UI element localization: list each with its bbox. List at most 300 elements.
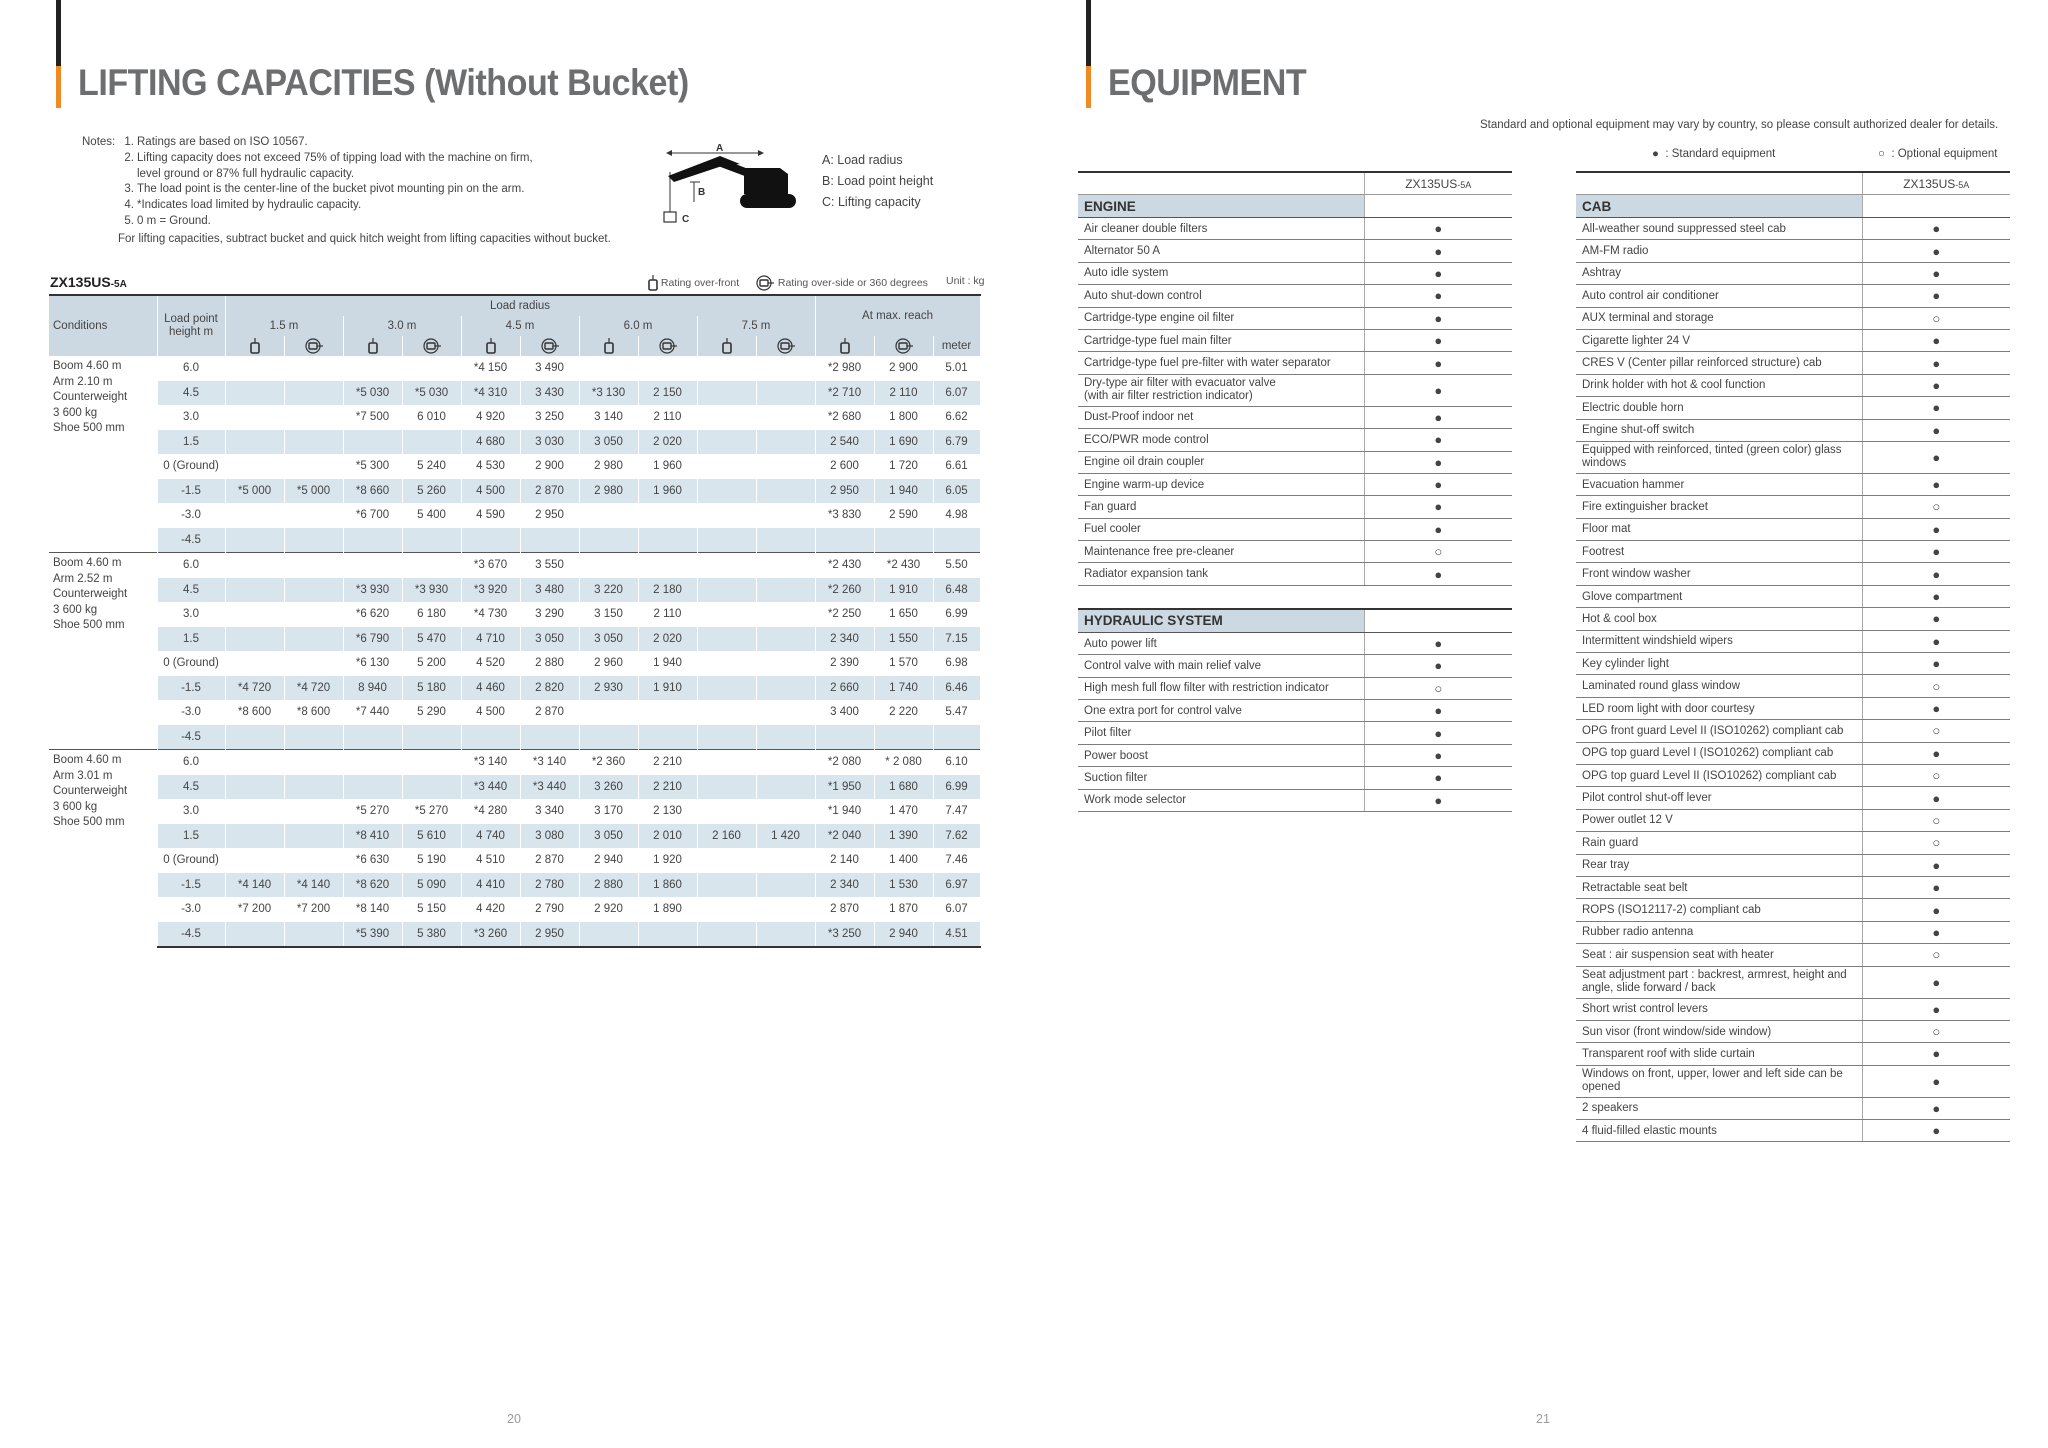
capacity-cell [225, 750, 284, 775]
capacity-cell [284, 824, 343, 849]
capacity-cell [284, 775, 343, 800]
capacity-cell: 1 530 [874, 873, 933, 898]
capacity-cell [697, 381, 756, 406]
standard-mark-icon: ● [1364, 767, 1512, 789]
equipment-name-line: Intermittent windshield wipers [1582, 635, 1733, 648]
capacity-cell: 2 870 [520, 479, 579, 504]
standard-mark-icon: ● [1862, 397, 2010, 419]
capacity-cell [284, 651, 343, 676]
model-header [1862, 172, 2010, 195]
capacity-cell: 2 180 [638, 578, 697, 603]
capacity-cell [402, 430, 461, 455]
equipment-name-line: Hot & cool box [1582, 612, 1657, 625]
equipment-row [1576, 1020, 2010, 1042]
capacity-cell: 2 130 [638, 799, 697, 824]
equipment-name [1576, 675, 1862, 697]
equipment-name [1576, 809, 1862, 831]
capacity-cell: 2 930 [579, 676, 638, 701]
capacity-cell: 4 680 [461, 430, 520, 455]
equipment-row [1576, 675, 2010, 697]
equipment-row [1576, 563, 2010, 585]
standard-mark-icon: ● [1364, 632, 1512, 654]
table-row [49, 700, 980, 725]
table-row [49, 922, 980, 948]
condition-line: Arm 3.01 m [53, 769, 113, 782]
equipment-row [1078, 767, 1512, 789]
capacity-cell: *3 130 [579, 381, 638, 406]
legend-c: C: Lifting capacity [822, 195, 921, 209]
capacity-cell: *4 280 [461, 799, 520, 824]
capacity-cell [579, 700, 638, 725]
capacity-cell: *8 660 [343, 479, 402, 504]
equipment-row [1576, 329, 2010, 351]
height-cell: 3.0 [157, 799, 225, 824]
capacity-cell: *5 300 [343, 454, 402, 479]
capacity-cell: 2 950 [815, 479, 874, 504]
height-cell: 6.0 [157, 356, 225, 381]
capacity-cell [697, 897, 756, 922]
capacity-cell: 2 600 [815, 454, 874, 479]
capacity-cell [638, 700, 697, 725]
condition-line: Boom 4.60 m [53, 754, 122, 766]
table-row [49, 676, 980, 701]
capacity-cell [579, 528, 638, 553]
optional-mark-icon: ○ [1862, 809, 2010, 831]
capacity-cell: 3 150 [579, 602, 638, 627]
model-text: ZX135US [1903, 176, 1956, 191]
optional-mark-icon: ○ [1364, 541, 1512, 563]
height-cell: 4.5 [157, 775, 225, 800]
capacity-cell: *8 620 [343, 873, 402, 898]
equipment-row [1576, 899, 2010, 921]
capacity-cell [638, 922, 697, 948]
equipment-row [1078, 541, 1512, 563]
equipment-name-line: Cigarette lighter 24 V [1582, 334, 1691, 347]
capacity-cell [343, 725, 402, 750]
capacity-cell [579, 725, 638, 750]
equipment-name [1576, 374, 1862, 396]
table-row [49, 356, 980, 381]
height-cell: -1.5 [157, 479, 225, 504]
over-front-icon [343, 336, 402, 356]
capacity-cell [697, 922, 756, 948]
over-front-icon [579, 336, 638, 356]
capacity-cell [697, 553, 756, 578]
equipment-row [1576, 998, 2010, 1020]
capacity-cell [284, 503, 343, 528]
note-text: *Indicates load limited by hydraulic capacity. [137, 199, 362, 212]
capacity-cell: 1 940 [874, 479, 933, 504]
over-side-360-icon [756, 336, 815, 356]
conditions-cell [49, 356, 157, 553]
equipment-name-line: Fan guard [1084, 500, 1137, 513]
equipment-row [1576, 397, 2010, 419]
capacity-cell [520, 725, 579, 750]
equipment-row [1576, 944, 2010, 966]
section-title: CAB [1576, 195, 1862, 218]
equipment-name-line: OPG top guard Level II (ISO10262) compliant cab [1582, 769, 1837, 782]
optional-mark-icon: ○ [1862, 764, 2010, 786]
optional-mark-icon: ○ [1862, 307, 2010, 329]
capacity-cell: 1 680 [874, 775, 933, 800]
equipment-row [1078, 677, 1512, 699]
capacity-cell: 6.07 [933, 897, 980, 922]
capacity-cell: 1 960 [638, 454, 697, 479]
equipment-row [1576, 1097, 2010, 1119]
equipment-row [1078, 240, 1512, 262]
equipment-name [1576, 608, 1862, 630]
equipment-name-line: Radiator expansion tank [1084, 568, 1209, 581]
standard-legend [1652, 148, 1775, 160]
equipment-name [1078, 700, 1364, 722]
equipment-name [1576, 998, 1862, 1020]
equipment-name [1576, 218, 1862, 240]
capacity-cell: *2 040 [815, 824, 874, 849]
standard-mark-icon: ● [1862, 1097, 2010, 1119]
standard-mark-icon: ● [1862, 473, 2010, 495]
equipment-name-line: Suction filter [1084, 771, 1148, 784]
capacity-cell [697, 799, 756, 824]
equipment-name [1576, 742, 1862, 764]
excavator-diagram [660, 142, 810, 224]
standard-mark-icon: ● [1862, 998, 2010, 1020]
equipment-row [1576, 1043, 2010, 1065]
load-point-height-header: Load point height m [157, 295, 225, 356]
equipment-row [1078, 655, 1512, 677]
capacity-cell: *3 920 [461, 578, 520, 603]
over-front-icon [815, 336, 874, 356]
capacity-cell: *2 430 [815, 553, 874, 578]
capacity-cell [225, 627, 284, 652]
equipment-name-line: Electric double horn [1582, 401, 1684, 414]
equipment-name-line: Windows on front, upper, lower and left side can be [1582, 1068, 1843, 1081]
standard-mark-icon: ● [1862, 921, 2010, 943]
equipment-name-line: One extra port for control valve [1084, 704, 1242, 717]
note-text: Ratings are based on ISO 10567. [137, 136, 308, 148]
table-row [49, 503, 980, 528]
note-text: The load point is the center-line of the bucket pivot mounting pin on the arm. [137, 183, 525, 196]
capacity-cell: *4 140 [284, 873, 343, 898]
capacity-cell [225, 454, 284, 479]
height-cell: 0 (Ground) [157, 454, 225, 479]
standard-symbol-icon: ● [1652, 148, 1659, 160]
equipment-name-line: Work mode selector [1084, 794, 1187, 807]
note-num: 4. [124, 199, 134, 212]
height-cell: -4.5 [157, 922, 225, 948]
equipment-name-line: Auto power lift [1084, 637, 1157, 650]
table-row [49, 430, 980, 455]
standard-mark-icon: ● [1862, 240, 2010, 262]
standard-mark-icon: ● [1862, 285, 2010, 307]
over-side-360-icon [402, 336, 461, 356]
capacity-cell [756, 700, 815, 725]
capacity-cell [343, 356, 402, 381]
equipment-row [1576, 653, 2010, 675]
table-row [49, 528, 980, 553]
table-row [49, 602, 980, 627]
standard-mark-icon: ● [1364, 218, 1512, 240]
equipment-row [1576, 285, 2010, 307]
capacity-cell: 2 950 [520, 922, 579, 948]
standard-mark-icon: ● [1364, 496, 1512, 518]
height-cell: -3.0 [157, 700, 225, 725]
right-title-accent-orange [1086, 66, 1091, 108]
equipment-name [1078, 767, 1364, 789]
capacity-cell: 2 590 [874, 503, 933, 528]
equipment-row [1576, 419, 2010, 441]
capacity-cell: 2 020 [638, 430, 697, 455]
capacity-cell: 2 210 [638, 750, 697, 775]
equipment-name [1576, 419, 1862, 441]
capacity-cell: *2 250 [815, 602, 874, 627]
equipment-name-line: Laminated round glass window [1582, 680, 1740, 693]
equipment-row [1576, 742, 2010, 764]
standard-mark-icon: ● [1862, 374, 2010, 396]
capacity-cell: *4 150 [461, 356, 520, 381]
capacity-cell [756, 848, 815, 873]
capacity-cell: 2 870 [520, 700, 579, 725]
lifting-capacities-title: LIFTING CAPACITIES (Without Bucket) [78, 62, 689, 103]
equipment-row [1576, 608, 2010, 630]
equipment-name-line: Cartridge-type engine oil filter [1084, 312, 1235, 325]
capacity-cell: 1 720 [874, 454, 933, 479]
optional-symbol-icon: ○ [1878, 148, 1885, 160]
height-cell: -4.5 [157, 528, 225, 553]
equipment-name-line: Short wrist control levers [1582, 1003, 1708, 1016]
equipment-row [1078, 329, 1512, 351]
over-side-360-icon [755, 275, 775, 291]
capacity-cell [579, 503, 638, 528]
equipment-name [1576, 854, 1862, 876]
capacity-cell [284, 627, 343, 652]
equipment-row [1576, 832, 2010, 854]
rating-side-legend [755, 275, 928, 291]
capacity-cell: 5 090 [402, 873, 461, 898]
standard-mark-icon: ● [1364, 406, 1512, 428]
capacity-cell [815, 528, 874, 553]
table-row [49, 775, 980, 800]
capacity-cell: 4 420 [461, 897, 520, 922]
capacity-cell [402, 553, 461, 578]
equipment-row [1078, 307, 1512, 329]
capacity-cell: 2 900 [874, 356, 933, 381]
model-suffix: -5A [1955, 179, 1970, 190]
standard-mark-icon: ● [1364, 722, 1512, 744]
equipment-name [1078, 722, 1364, 744]
diagram-label-a: A [716, 143, 724, 154]
capacity-cell: 1 420 [756, 824, 815, 849]
table-row [49, 454, 980, 479]
capacity-cell: 2 390 [815, 651, 874, 676]
capacity-cell [225, 922, 284, 948]
capacity-cell: 2 960 [579, 651, 638, 676]
capacity-cell: 2 980 [579, 479, 638, 504]
standard-mark-icon: ● [1862, 329, 2010, 351]
capacity-cell: 2 220 [874, 700, 933, 725]
capacity-cell: 1 690 [874, 430, 933, 455]
blank-cell [1078, 172, 1364, 195]
equipment-row [1078, 496, 1512, 518]
capacity-cell: *4 730 [461, 602, 520, 627]
equipment-name [1078, 473, 1364, 495]
equipment-name-line: Pilot filter [1084, 727, 1132, 740]
capacity-cell: 2 820 [520, 676, 579, 701]
table-row [49, 897, 980, 922]
capacity-cell: *3 670 [461, 553, 520, 578]
capacity-cell: *5 000 [284, 479, 343, 504]
capacity-cell [461, 725, 520, 750]
capacity-cell: 1 940 [638, 651, 697, 676]
over-side-360-icon [520, 336, 579, 356]
capacity-cell [284, 750, 343, 775]
section-title: ENGINE [1078, 195, 1364, 218]
engine-hydraulic-table [1078, 171, 1512, 812]
standard-mark-icon: ● [1364, 563, 1512, 585]
capacity-cell: 4 710 [461, 627, 520, 652]
capacity-cell: 1 650 [874, 602, 933, 627]
capacity-cell: 1 890 [638, 897, 697, 922]
capacity-cell [343, 528, 402, 553]
capacity-cell: 6.48 [933, 578, 980, 603]
standard-mark-icon: ● [1364, 329, 1512, 351]
equipment-name-line: Dust-Proof indoor net [1084, 411, 1194, 424]
equipment-name [1078, 632, 1364, 654]
max-reach-header: At max. reach [815, 295, 980, 336]
capacity-cell [697, 725, 756, 750]
capacity-cell [284, 356, 343, 381]
condition-line: Boom 4.60 m [53, 360, 122, 372]
standard-mark-icon: ● [1364, 451, 1512, 473]
equipment-name [1576, 441, 1862, 473]
capacity-cell: 1 470 [874, 799, 933, 824]
standard-mark-icon: ● [1862, 1043, 2010, 1065]
capacity-cell [756, 725, 815, 750]
equipment-name [1576, 944, 1862, 966]
equipment-row [1078, 374, 1512, 406]
capacity-cell [697, 578, 756, 603]
optional-mark-icon: ○ [1862, 496, 2010, 518]
section-blank [1862, 195, 2010, 218]
capacity-cell: *8 410 [343, 824, 402, 849]
capacity-cell [579, 922, 638, 948]
equipment-name-line: Seat : air suspension seat with heater [1582, 948, 1774, 961]
standard-mark-icon: ● [1364, 473, 1512, 495]
optional-mark-icon: ○ [1364, 677, 1512, 699]
standard-mark-icon: ● [1862, 352, 2010, 374]
capacity-cell: 4 410 [461, 873, 520, 898]
capacity-cell: *5 000 [225, 479, 284, 504]
equipment-name [1078, 789, 1364, 811]
capacity-cell: 5 290 [402, 700, 461, 725]
table-row [49, 799, 980, 824]
optional-legend [1878, 148, 1997, 160]
equipment-name [1576, 876, 1862, 898]
radius-header: 7.5 m [697, 316, 815, 336]
section-header-engine [1078, 195, 1512, 218]
equipment-row [1576, 374, 2010, 396]
model-suffix: -5A [1457, 179, 1472, 190]
capacity-cell: *7 200 [284, 897, 343, 922]
height-cell: -4.5 [157, 725, 225, 750]
table-row [49, 848, 980, 873]
capacity-cell: *6 630 [343, 848, 402, 873]
capacity-cell [638, 356, 697, 381]
capacity-cell: 3 050 [579, 627, 638, 652]
capacity-cell [874, 528, 933, 553]
capacity-cell: 2 110 [638, 602, 697, 627]
capacity-cell: 3 030 [520, 430, 579, 455]
table-row [49, 824, 980, 849]
capacity-cell: 3 050 [579, 824, 638, 849]
equipment-row [1576, 1065, 2010, 1097]
equipment-row [1078, 563, 1512, 585]
equipment-row [1576, 1120, 2010, 1142]
equipment-name [1576, 764, 1862, 786]
condition-line: Counterweight [53, 391, 128, 403]
capacity-cell [284, 725, 343, 750]
equipment-name [1576, 720, 1862, 742]
capacity-cell: 6.05 [933, 479, 980, 504]
capacity-cell: 3 400 [815, 700, 874, 725]
capacity-cell [638, 725, 697, 750]
condition-line: Counterweight [53, 588, 128, 600]
capacity-cell [461, 528, 520, 553]
height-cell: -1.5 [157, 873, 225, 898]
cab-table [1576, 171, 2010, 1142]
capacity-cell: 2 920 [579, 897, 638, 922]
equipment-name [1078, 677, 1364, 699]
radius-header: 3.0 m [343, 316, 461, 336]
capacity-cell [638, 553, 697, 578]
capacity-cell: 6.79 [933, 430, 980, 455]
capacity-cell: 5 470 [402, 627, 461, 652]
capacity-cell: 2 110 [638, 405, 697, 430]
equipment-row [1576, 218, 2010, 240]
capacity-cell [284, 553, 343, 578]
model-name [50, 274, 127, 290]
capacity-cell: 2 940 [579, 848, 638, 873]
load-box [664, 212, 676, 222]
capacity-cell [284, 799, 343, 824]
standard-mark-icon: ● [1364, 307, 1512, 329]
capacity-cell: 4 460 [461, 676, 520, 701]
equipment-row [1078, 632, 1512, 654]
equipment-name-line: (with air filter restriction indicator) [1084, 390, 1253, 403]
capacity-cell: 6.61 [933, 454, 980, 479]
capacity-cell [225, 528, 284, 553]
height-cell: 4.5 [157, 578, 225, 603]
standard-mark-icon: ● [1364, 518, 1512, 540]
capacity-cell: *4 720 [284, 676, 343, 701]
capacity-cell [225, 824, 284, 849]
capacity-cell: 2 980 [579, 454, 638, 479]
capacity-cell [697, 775, 756, 800]
capacity-cell [697, 676, 756, 701]
capacity-cell: *2 260 [815, 578, 874, 603]
note-num: 5. [124, 214, 134, 227]
capacity-cell: 5 240 [402, 454, 461, 479]
capacity-cell [225, 602, 284, 627]
capacity-cell [225, 799, 284, 824]
capacity-cell: 3 050 [579, 430, 638, 455]
diagram-label-c: C [682, 214, 690, 224]
capacity-cell [756, 578, 815, 603]
over-front-icon [697, 336, 756, 356]
capacity-cell: *3 250 [815, 922, 874, 948]
equipment-name [1576, 352, 1862, 374]
model-header-row [1576, 172, 2010, 195]
optional-mark-icon: ○ [1862, 675, 2010, 697]
